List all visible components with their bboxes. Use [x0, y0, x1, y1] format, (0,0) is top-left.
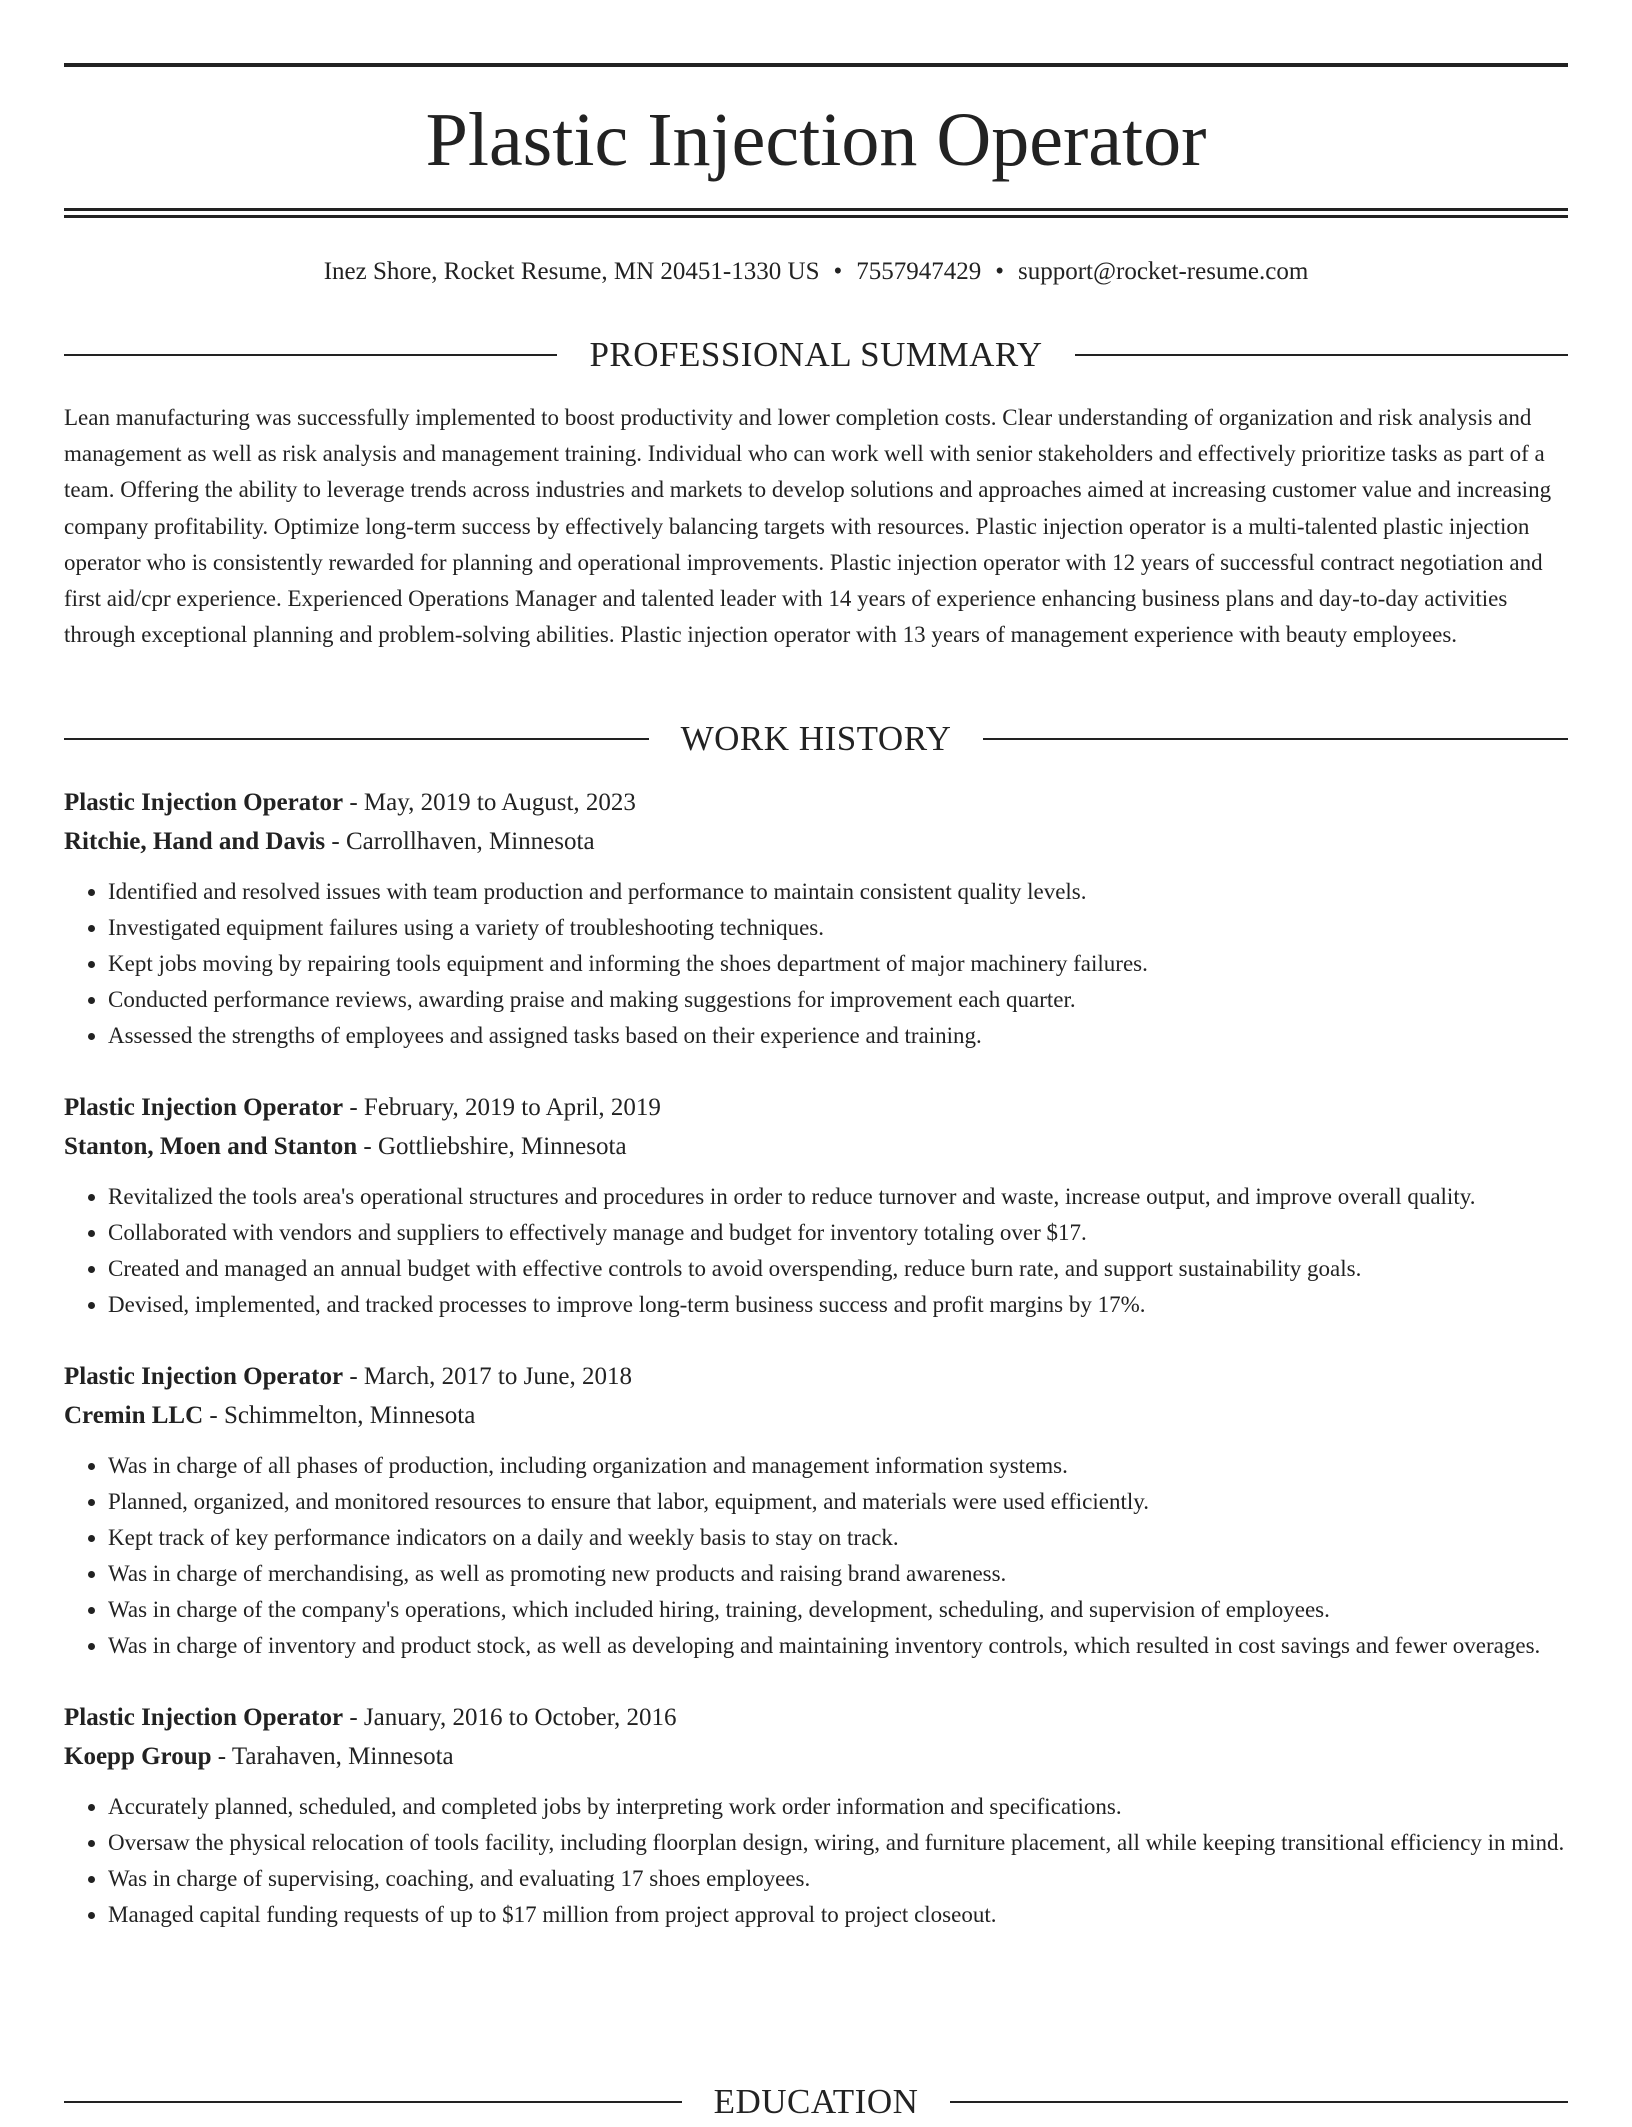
job-title-line [64, 1698, 1568, 1737]
job-bullet: • Was in charge of supervising, coaching, and evaluating 17 shoes employees. [108, 1861, 1568, 1897]
job-dates: - March, 2017 to June, 2018 [343, 1363, 632, 1390]
job-bullet: • Revitalized the tools area's operational structures and procedures in order to reduce turnover and waste, increase output, and improve overall quality. [108, 1179, 1568, 1215]
section-header-work [64, 714, 1568, 764]
job-company-line [64, 1737, 1568, 1776]
job-location: - Carrollhaven, Minnesota [325, 828, 595, 855]
job-bullet: • Was in charge of inventory and product stock, as well as developing and maintaining inventory controls, which resulted in cost savings and fewer overages. [108, 1628, 1568, 1664]
job-bullet-list [64, 874, 1568, 1054]
job-bullet: • Oversaw the physical relocation of tools facility, including floorplan design, wiring, and furniture placement, all while keeping transitional efficiency in mind. [108, 1825, 1568, 1861]
job-dates: - February, 2019 to April, 2019 [343, 1094, 661, 1121]
job-bullet: • Assessed the strengths of employees and assigned tasks based on their experience and training. [108, 1018, 1568, 1054]
job-entry [64, 1698, 1568, 1933]
job-bullet-list [64, 1789, 1568, 1933]
section-title-summary: PROFESSIONAL SUMMARY [589, 335, 1043, 374]
job-bullet: • Kept jobs moving by repairing tools equipment and informing the shoes department of major machinery failures. [108, 946, 1568, 982]
job-bullet: • Accurately planned, scheduled, and completed jobs by interpreting work order information and specifications. [108, 1789, 1568, 1825]
job-location: - Gottliebshire, Minnesota [357, 1133, 627, 1160]
job-location: - Schimmelton, Minnesota [203, 1402, 476, 1429]
section-rule-right [950, 2101, 1568, 2103]
section-rule-left [64, 738, 649, 740]
job-company: Cremin LLC [64, 1402, 204, 1429]
contact-line [64, 252, 1568, 292]
section-title-education: EDUCATION [713, 2082, 919, 2121]
job-company: Ritchie, Hand and Davis [64, 828, 326, 855]
contact-email: support@rocket-resume.com [1018, 258, 1309, 285]
job-entry [64, 1357, 1568, 1664]
resume-title: Plastic Injection Operator [425, 98, 1207, 182]
section-title-work: WORK HISTORY [680, 719, 952, 758]
work-history-list [64, 783, 1568, 1967]
top-rule [64, 63, 1568, 67]
contact-address: Inez Shore, Rocket Resume, MN 20451-1330 US [323, 258, 820, 285]
job-company: Koepp Group [64, 1743, 212, 1770]
section-header-education [64, 2077, 1568, 2127]
job-bullet: • Devised, implemented, and tracked processes to improve long-term business success and profit margins by 17%. [108, 1287, 1568, 1323]
job-company-line [64, 822, 1568, 861]
contact-separator: • [833, 258, 843, 285]
job-title: Plastic Injection Operator [64, 789, 344, 816]
section-rule-left [64, 354, 557, 356]
job-title-line [64, 1088, 1568, 1127]
job-bullet-list [64, 1179, 1568, 1323]
job-bullet: • Identified and resolved issues with team production and performance to maintain consistent quality levels. [108, 874, 1568, 910]
job-title: Plastic Injection Operator [64, 1363, 344, 1390]
job-dates: - January, 2016 to October, 2016 [343, 1704, 677, 1731]
job-entry [64, 783, 1568, 1054]
job-bullet: • Planned, organized, and monitored resources to ensure that labor, equipment, and materials were used efficiently. [108, 1484, 1568, 1520]
job-bullet: • Was in charge of the company's operations, which included hiring, training, development, scheduling, and supervision of employees. [108, 1592, 1568, 1628]
job-bullet: • Managed capital funding requests of up to $17 million from project approval to project closeout. [108, 1897, 1568, 1933]
job-bullet: • Was in charge of merchandising, as well as promoting new products and raising brand awareness. [108, 1556, 1568, 1592]
job-title: Plastic Injection Operator [64, 1704, 344, 1731]
job-bullet: • Kept track of key performance indicators on a daily and weekly basis to stay on track. [108, 1520, 1568, 1556]
contact-phone: 7557947429 [856, 258, 982, 285]
section-header-summary [64, 330, 1568, 380]
job-entry [64, 1088, 1568, 1323]
job-title-line [64, 1357, 1568, 1396]
job-bullet: • Was in charge of all phases of production, including organization and management information systems. [108, 1448, 1568, 1484]
job-bullet: • Investigated equipment failures using a variety of troubleshooting techniques. [108, 910, 1568, 946]
section-rule-left [64, 2101, 682, 2103]
job-dates: - May, 2019 to August, 2023 [343, 789, 636, 816]
job-company: Stanton, Moen and Stanton [64, 1133, 358, 1160]
contact-separator: • [995, 258, 1004, 285]
job-location: - Tarahaven, Minnesota [211, 1743, 454, 1770]
job-bullet: • Collaborated with vendors and suppliers to effectively manage and budget for inventory totaling over $17. [108, 1215, 1568, 1251]
job-bullet: • Created and managed an annual budget with effective controls to avoid overspending, reduce burn rate, and support sustainability goals. [108, 1251, 1568, 1287]
job-bullet-list [64, 1448, 1568, 1664]
summary-text: Lean manufacturing was successfully implemented to boost productivity and lower completion costs. Clear understanding of organization and risk analysis and management as well as risk analysis and management training. Individual who can work well with senior stakeholders and effectively prioritize tasks as part of a team. Offering the ability to leverage trends across industries and markets to develop solutions and approaches aimed at increasing customer value and increasing company profitability. Optimize long-term success by effectively balancing targets with resources. Plastic injection operator is a multi-talented plastic injection operator who is consistently rewarded for planning and operational improvements. Plastic injection operator with 12 years of successful contract negotiation and first aid/cpr experience. Experienced Operations Manager and talented leader with 14 years of experience enhancing business plans and day-to-day activities through exceptional planning and problem-solving abilities. Plastic injection operator with 13 years of management experience with beauty employees. [64, 405, 1552, 648]
job-company-line [64, 1396, 1568, 1435]
job-title: Plastic Injection Operator [64, 1094, 344, 1121]
job-bullet: • Conducted performance reviews, awarding praise and making suggestions for improvement each quarter. [108, 982, 1568, 1018]
section-rule-right [983, 738, 1568, 740]
title-double-rule [64, 208, 1568, 218]
job-title-line [64, 783, 1568, 822]
job-company-line [64, 1127, 1568, 1166]
section-rule-right [1075, 354, 1568, 356]
